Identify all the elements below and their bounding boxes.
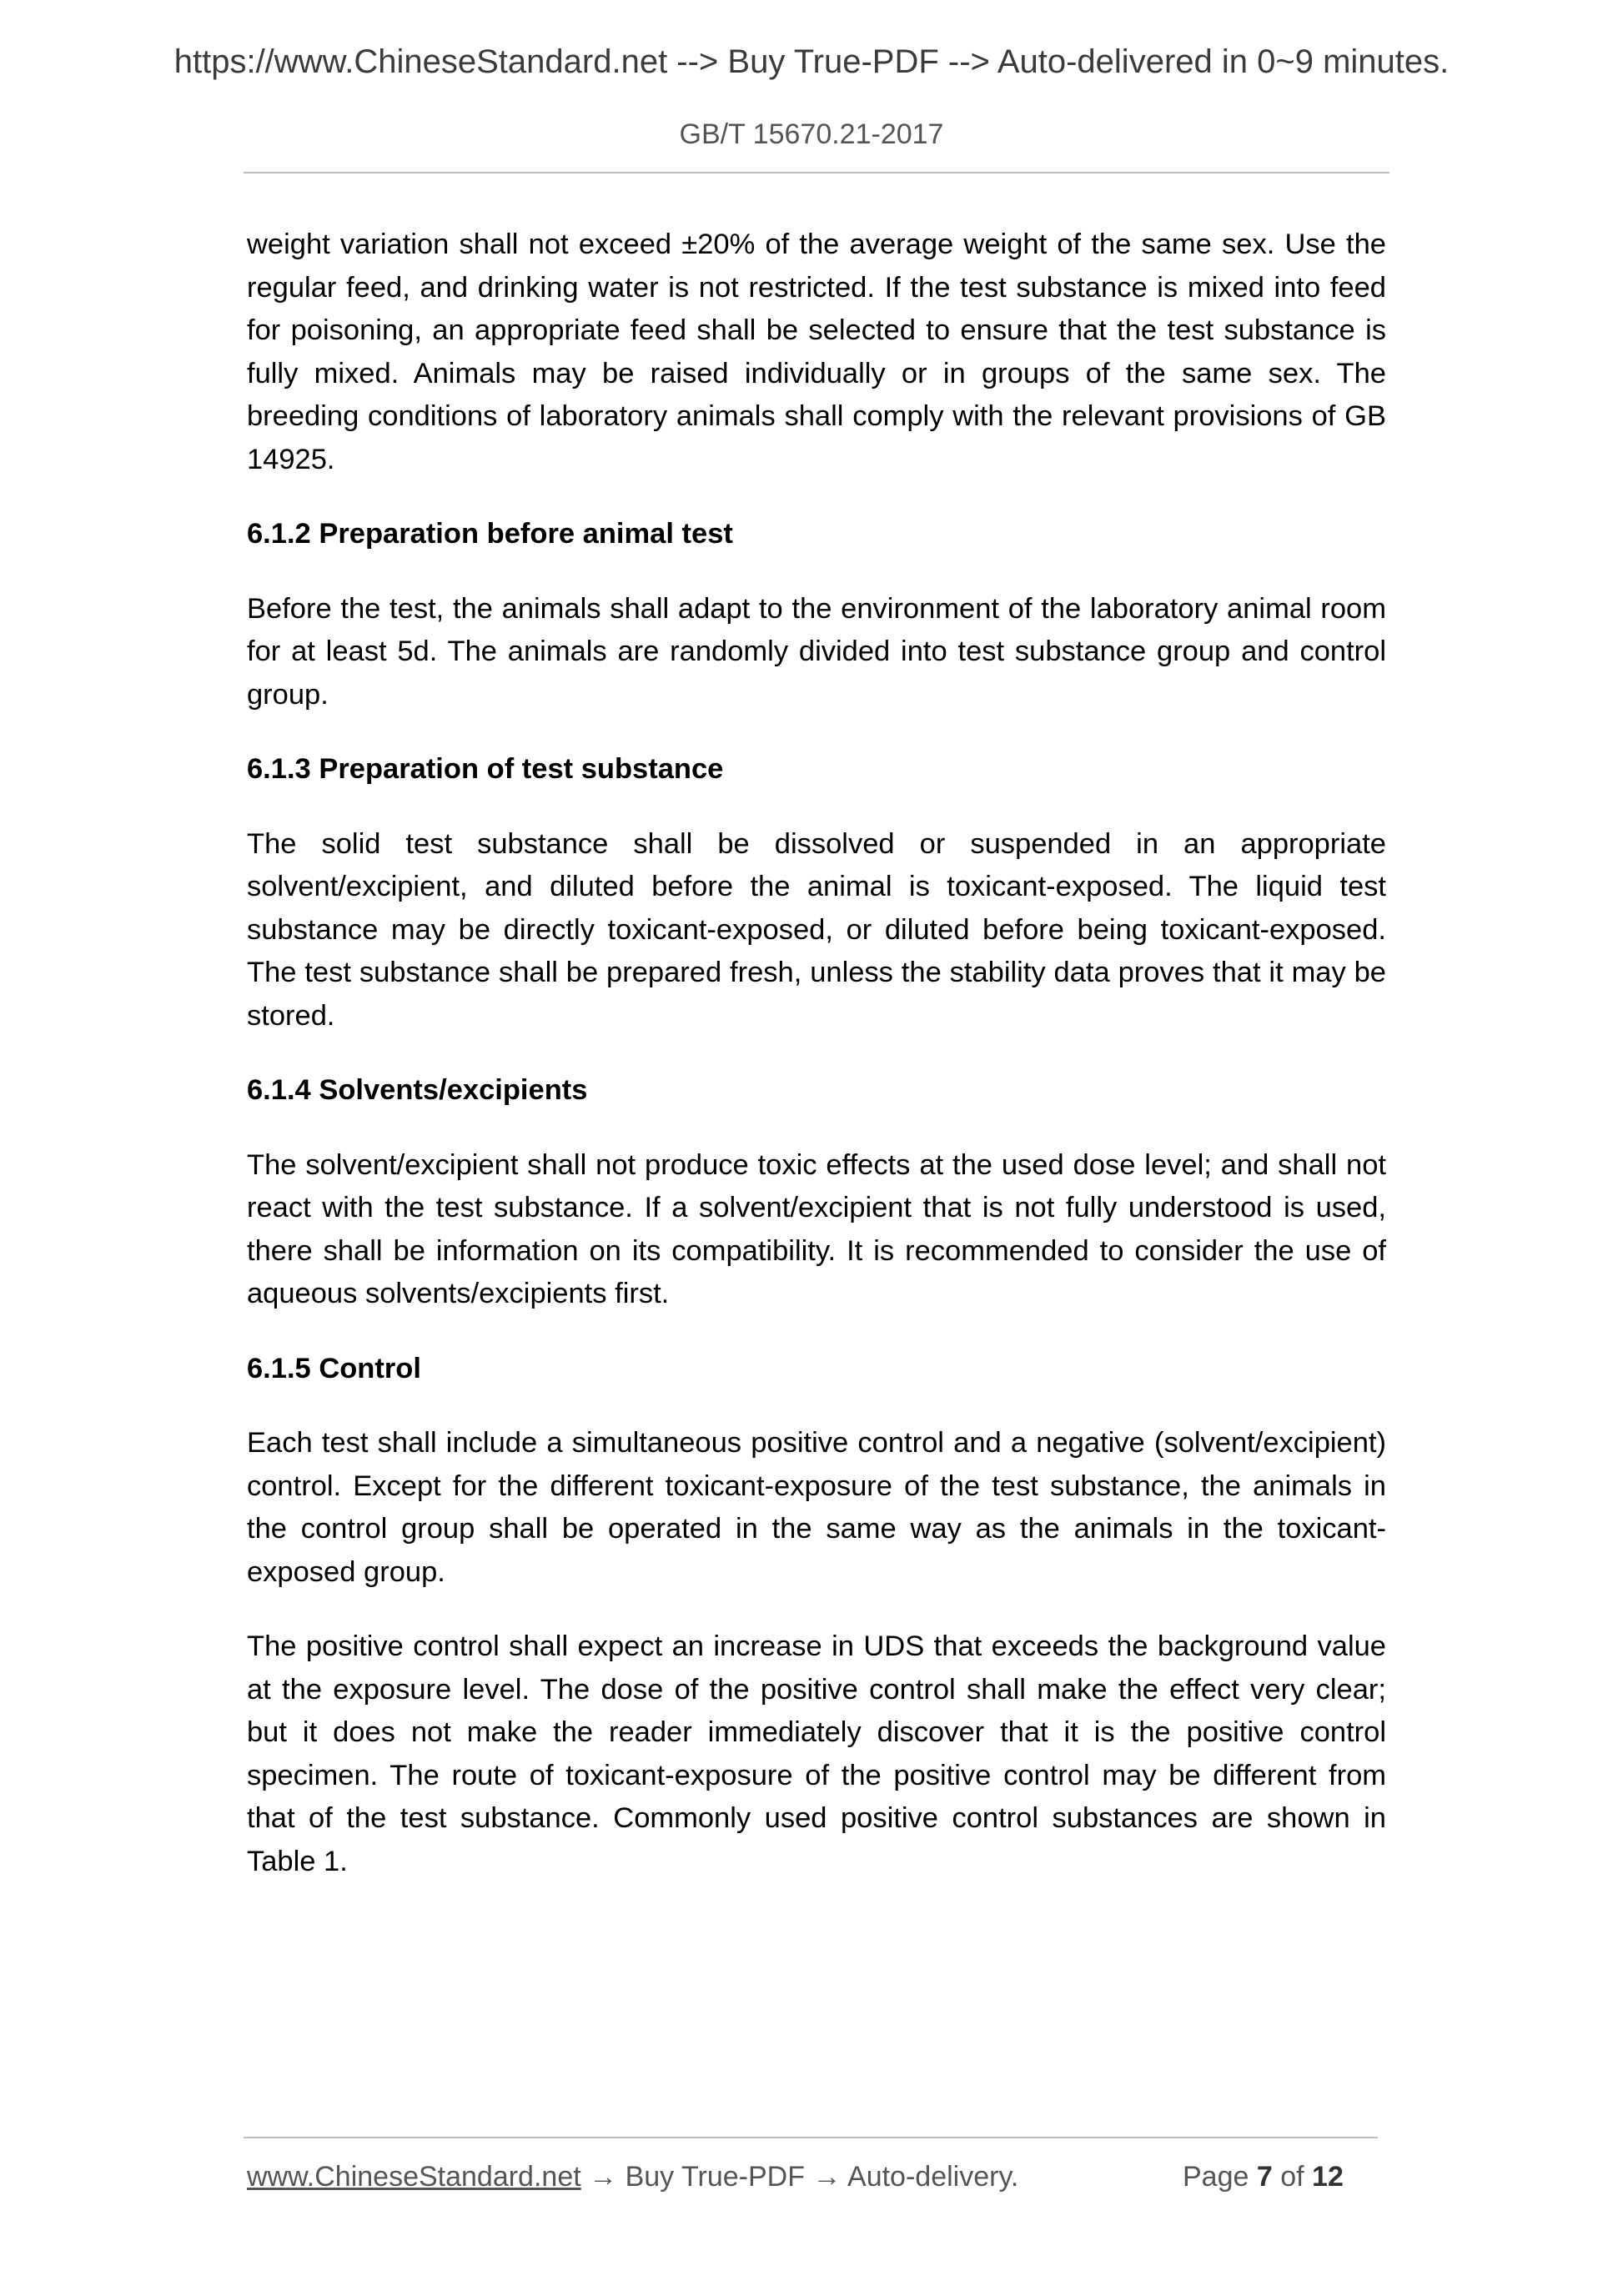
paragraph-6-1-2: Before the test, the animals shall adapt to the environment of the laboratory animal room for at least 5d. The animals are randomly divided into test substance group and control group. [247, 592, 1386, 711]
paragraph-6-1-5-a: Each test shall include a simultaneous positive control and a negative (solvent/excipient) control. Except for the different toxicant-exposure of the test substance, the animals in the control group shall be operated in the same way as the animals in the toxicant-exposed group. [247, 1427, 1386, 1588]
footer-divider [244, 2137, 1378, 2138]
arrow-right-icon: → [812, 2161, 842, 2193]
paragraph-6-1-3: The solid test substance shall be dissolved or suspended in an appropriate solvent/excipient, and diluted before the animal is toxicant-exposed. The liquid test substance may be directly toxicant-exposed, or diluted before being toxicant-exposed. The test substance shall be prepared fresh, unless the stability data proves that it may be stored. [247, 827, 1386, 1032]
paragraph-animal-weight: weight variation shall not exceed ±20% of the average weight of the same sex. Use the regular feed, and drinking water is not restricted. If the test substance is mixed into feed for poisoning, an appropriate feed shall be selected to ensure that the test substance is fully mixed. Animals may be raised individually or in groups of the same sex. The breeding conditions of laboratory animals shall comply with the relevant provisions of GB 14925. [247, 229, 1386, 475]
heading-6-1-5: 6.1.5 Control [247, 1352, 421, 1384]
page-content [247, 224, 1386, 1915]
top-banner: https://www.ChineseStandard.net --> Buy True-PDF --> Auto-delivered in 0~9 minutes. [173, 43, 1450, 80]
heading-6-1-2: 6.1.2 Preparation before animal test [247, 518, 733, 550]
heading-6-1-4: 6.1.4 Solvents/excipients [247, 1074, 588, 1106]
page-of-label: of [1280, 2161, 1304, 2193]
page-label: Page [1183, 2161, 1249, 2193]
footer-delivery-text: Auto-delivery. [847, 2161, 1019, 2193]
arrow-right-icon: → [589, 2161, 618, 2193]
page-indicator [1183, 2161, 1344, 2193]
heading-6-1-3: 6.1.3 Preparation of test substance [247, 753, 724, 785]
document-number: GB/T 15670.21-2017 [679, 118, 944, 150]
page-total: 12 [1312, 2161, 1344, 2193]
header-divider [244, 172, 1389, 173]
footer-links [247, 2161, 1018, 2193]
paragraph-6-1-5-b: The positive control shall expect an increase in UDS that exceeds the background value at the exposure level. The dose of the positive control shall make the effect very clear; but it does not make the reader immediately discover that it is the positive control specimen. The route of toxicant-exposure of the positive control may be different from that of the test substance. Commonly used positive control substances are shown in Table 1. [247, 1630, 1386, 1877]
footer-site-link[interactable]: www.ChineseStandard.net [247, 2161, 581, 2193]
page-number: 7 [1256, 2161, 1273, 2193]
footer-buy-text: Buy True-PDF [625, 2161, 805, 2193]
paragraph-6-1-4: The solvent/excipient shall not produce toxic effects at the used dose level; and shall not react with the test substance. If a solvent/excipient that is not fully understood is used, there shall be information on its compatibility. It is recommended to consider the use of aqueous solvents/excipients first. [247, 1148, 1386, 1309]
